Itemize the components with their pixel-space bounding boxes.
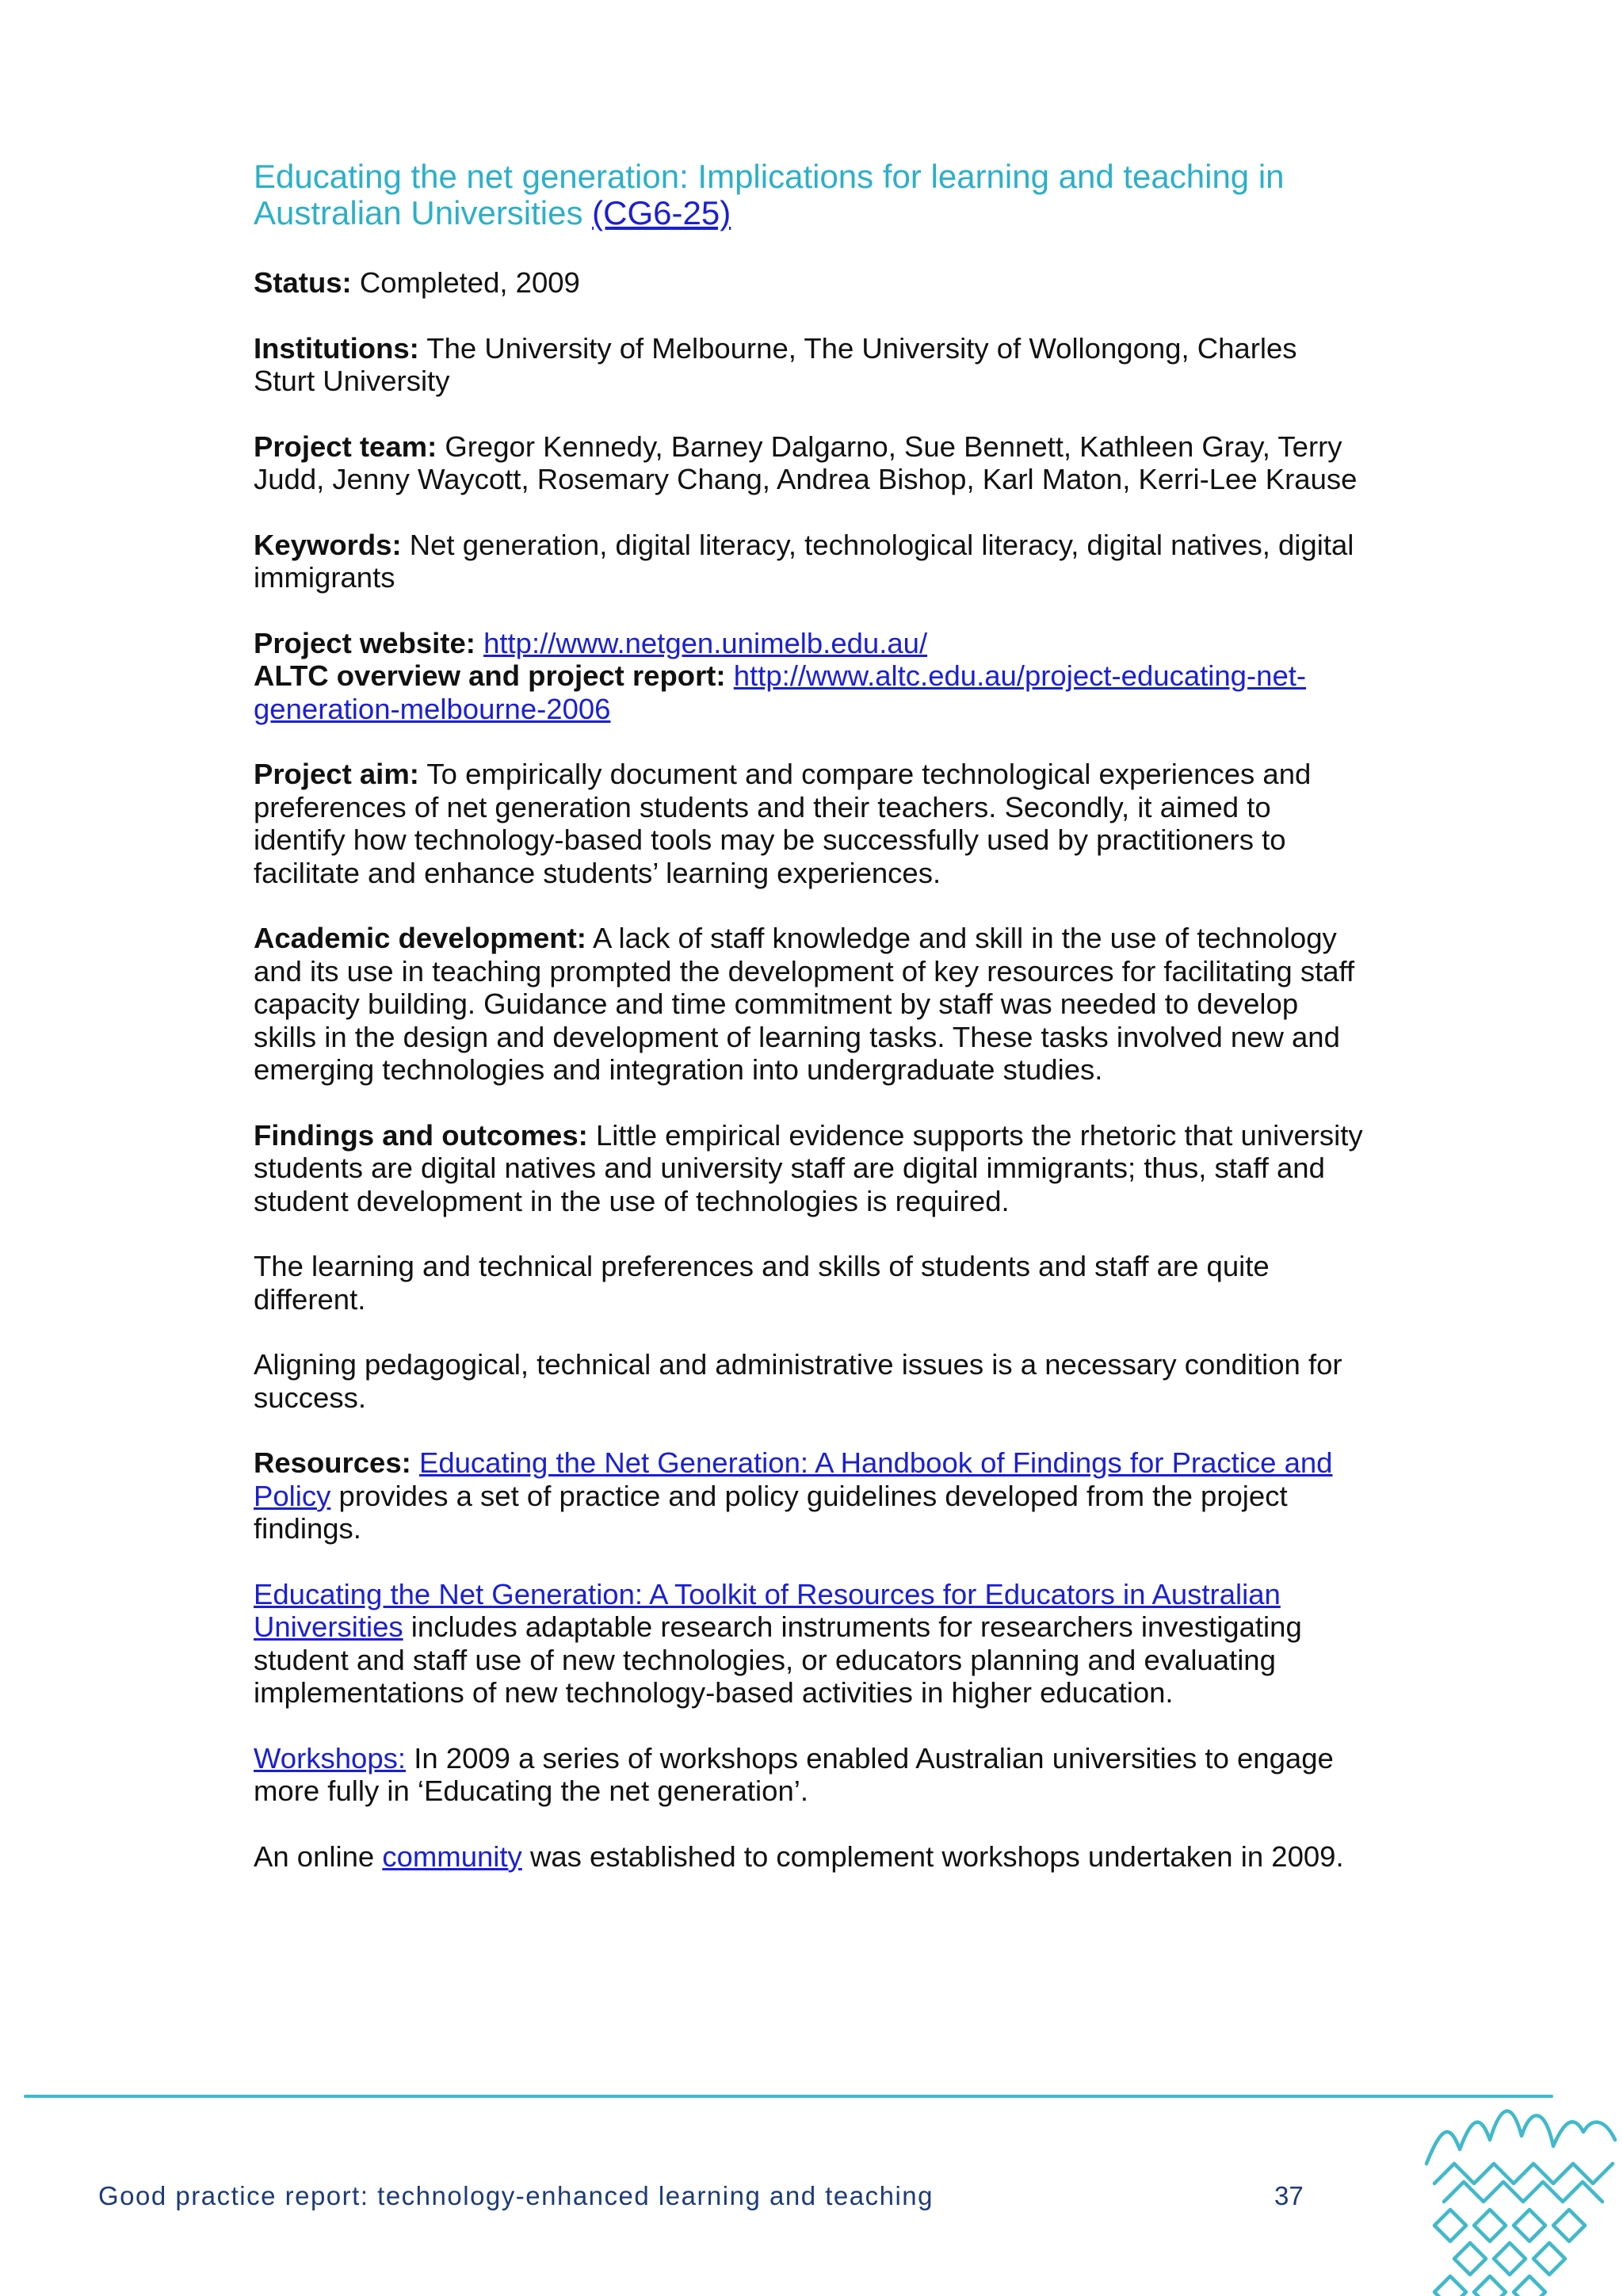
team-value: Gregor Kennedy, Barney Dalgarno, Sue Bennett, Kathleen Gray, Terry Judd, Jenny Waycott, Rosemary Chang, Andrea Bishop, Karl Maton, Kerri-Lee Krause xyxy=(254,430,1358,495)
website-link[interactable]: http://www.netgen.unimelb.edu.au/ xyxy=(483,626,928,659)
page-content xyxy=(254,159,1363,1905)
toolkit-description: includes adaptable research instruments for researchers investigating student and staff use of new technologies, or educators planning and evaluating implementations of new technology-based activities in higher education. xyxy=(254,1610,1302,1709)
institutions-label: Institutions: xyxy=(254,331,419,365)
findings-label: Findings and outcomes: xyxy=(254,1118,588,1152)
institutions-paragraph xyxy=(254,332,1363,398)
team-label: Project team: xyxy=(254,430,437,463)
altc-label: ALTC overview and project report: xyxy=(254,659,726,692)
academic-value: A lack of staff knowledge and skill in the use of technology and its use in teaching prompted the development of key resources for facilitating staff capacity building. Guidance and time commitment by staff was needed to develop skills in the design and development of learning tasks. These tasks involved new and emerging technologies and integration into undergraduate studies. xyxy=(254,922,1355,1086)
toolkit-link[interactable]: Educating the Net Generation: A Toolkit of Resources for Educators in Australian Universities xyxy=(254,1577,1281,1643)
toolkit-paragraph xyxy=(254,1578,1363,1710)
status-value: Completed, 2009 xyxy=(351,266,580,299)
community-paragraph xyxy=(254,1840,1363,1874)
altc-paragraph xyxy=(254,659,1363,725)
academic-paragraph xyxy=(254,922,1363,1087)
status-label: Status: xyxy=(254,266,352,299)
website-paragraph xyxy=(254,627,1363,660)
findings-paragraph-2: The learning and technical preferences and skills of students and staff are quite different. xyxy=(254,1250,1270,1316)
workshops-description: In 2009 a series of workshops enabled Australian universities to engage more fully in ‘Educating the net generation’. xyxy=(254,1741,1334,1807)
website-label: Project website: xyxy=(254,626,475,659)
status-paragraph xyxy=(254,266,1363,300)
findings-paragraph xyxy=(254,1119,1363,1218)
community-link[interactable]: community xyxy=(382,1839,522,1873)
workshops-link[interactable]: Workshops: xyxy=(254,1741,407,1775)
keywords-label: Keywords: xyxy=(254,528,402,561)
community-pre: An online xyxy=(254,1839,383,1873)
keywords-paragraph xyxy=(254,529,1363,594)
resources-paragraph xyxy=(254,1446,1363,1545)
wave-diamond-logo-icon xyxy=(1411,2076,1623,2296)
project-code-link[interactable]: (CG6-25) xyxy=(592,194,731,231)
footer-divider xyxy=(24,2095,1553,2098)
team-paragraph xyxy=(254,430,1363,496)
aim-value: To empirically document and compare technological experiences and preferences of net generation students and their teachers. Secondly, it aimed to identify how technology-based tools may be successfully used by practitioners to facilitate and enhance students’ learning experiences. xyxy=(254,758,1312,889)
community-post: was established to complement workshops undertaken in 2009. xyxy=(521,1839,1344,1873)
keywords-value: Net generation, digital literacy, technological literacy, digital natives, digital immigrants xyxy=(254,528,1354,594)
resources-label: Resources: xyxy=(254,1446,411,1479)
page-number: 37 xyxy=(1274,2181,1304,2210)
aim-label: Project aim: xyxy=(254,758,419,790)
findings-paragraph-3: Aligning pedagogical, technical and administrative issues is a necessary condition for success. xyxy=(254,1348,1342,1414)
findings-value: Little empirical evidence supports the rhetoric that university students are digital natives and university staff are digital immigrants; thus, staff and student development in the use of technologies is required. xyxy=(254,1118,1363,1217)
workshops-paragraph xyxy=(254,1742,1363,1808)
altc-link[interactable]: http://www.altc.edu.au/project-educating-net-generation-melbourne-2006 xyxy=(254,659,1307,725)
aim-paragraph xyxy=(254,758,1363,889)
academic-label: Academic development: xyxy=(254,922,586,954)
title-text: Educating the net generation: Implications for learning and teaching in Australian Universities xyxy=(254,158,1285,231)
institutions-value: The University of Melbourne, The University of Wollongong, Charles Sturt University xyxy=(254,331,1297,397)
handbook-description: provides a set of practice and policy guidelines developed from the project findings. xyxy=(254,1479,1288,1545)
page-title xyxy=(254,159,1363,231)
handbook-link[interactable]: Educating the Net Generation: A Handbook of Findings for Practice and Policy xyxy=(254,1446,1333,1512)
footer-report-title: Good practice report: technology-enhanced learning and teaching xyxy=(98,2181,934,2210)
